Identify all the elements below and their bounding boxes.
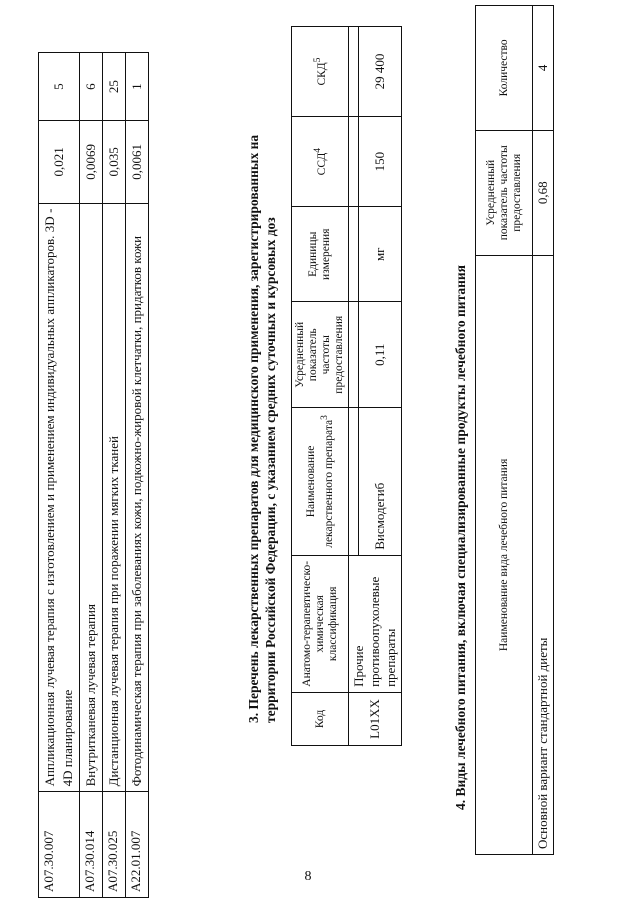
procedure-name: Дистанционная лучевая терапия при поражении мягких тканей	[103, 203, 126, 792]
procedure-count: 25	[103, 53, 126, 121]
table-row	[533, 6, 554, 855]
header-code: Код	[292, 692, 349, 745]
procedures-table	[38, 52, 149, 898]
group-code: L01XX	[349, 692, 402, 745]
procedure-count: 5	[39, 53, 80, 121]
header-nutrition-count: Количество	[476, 6, 533, 131]
procedure-frequency: 0,021	[39, 121, 80, 203]
empty-cell	[349, 207, 359, 302]
group-atc: Прочие противоопухолевые препараты	[349, 555, 402, 692]
procedure-frequency: 0,035	[103, 121, 126, 203]
header-skd-sup: 5	[312, 57, 324, 63]
header-atc: Анатомо-терапевтическо-химическая классификация	[292, 555, 349, 692]
procedure-name: Фотодинамическая терапия при заболеваниях кожи, подкожно-жировой клетчатки, придатков кожи	[126, 203, 149, 792]
nutrition-frequency: 0,68	[533, 130, 554, 255]
procedure-code: A07.30.007	[39, 792, 80, 898]
header-frequency: Усредненный показатель частоты предоставления	[292, 302, 349, 408]
table-header-row	[476, 6, 533, 855]
nutrition-count: 4	[533, 6, 554, 131]
empty-cell	[349, 27, 359, 117]
empty-cell	[349, 408, 359, 556]
section-3-title: 3. Перечень лекарственных препаратов для медицинского применения, зарегистрированных на территории Российской Федерации, с указанием средних суточных и курсовых доз	[246, 134, 278, 723]
header-sdd: ССД$^4$	[292, 117, 349, 207]
nutrition-name: Основной вариант стандартной диеты	[533, 255, 554, 854]
drug-frequency: 0,11	[359, 302, 402, 408]
drug-sdd: 150	[359, 117, 402, 207]
drugs-table	[291, 26, 402, 746]
drug-skd: 29 400	[359, 27, 402, 117]
drug-unit: мг	[359, 207, 402, 302]
empty-cell	[349, 117, 359, 207]
header-nutrition-frequency: Усредненный показатель частоты предоставления	[476, 130, 533, 255]
drug-name: Висмодегиб	[359, 408, 402, 556]
empty-cell	[349, 302, 359, 408]
procedure-count: 1	[126, 53, 149, 121]
nutrition-table	[475, 5, 554, 855]
procedure-code: A07.30.025	[103, 792, 126, 898]
header-drug-name: Наименование лекарственного препарата$^3$	[292, 408, 349, 556]
header-skd: СКД$^5$	[292, 27, 349, 117]
table-row	[80, 53, 103, 898]
header-nutrition-name: Наименование вида лечебного питания	[476, 255, 533, 854]
section-4-title: 4. Виды лечебного питания, включая специализированные продукты лечебного питания	[453, 265, 468, 810]
procedure-count: 6	[80, 53, 103, 121]
header-drug-name-sup: 3	[318, 415, 330, 420]
procedure-code: A22.01.007	[126, 792, 149, 898]
procedure-name: Аппликационная лучевая терапия с изготовлением и применением индивидуальных аппликаторов. 3D - 4D планирование	[39, 203, 80, 792]
table-row	[103, 53, 126, 898]
procedure-frequency: 0,0061	[126, 121, 149, 203]
table-row	[126, 53, 149, 898]
table-header-row	[292, 27, 349, 746]
table-row	[349, 27, 359, 746]
table-row	[39, 53, 80, 898]
procedure-name: Внутритканевая лучевая терапия	[80, 203, 103, 792]
procedure-code: A07.30.014	[80, 792, 103, 898]
page-number: 8	[304, 869, 312, 884]
header-unit: Единицы измерения	[292, 207, 349, 302]
procedure-frequency: 0,0069	[80, 121, 103, 203]
header-sdd-sup: 4	[312, 147, 324, 153]
